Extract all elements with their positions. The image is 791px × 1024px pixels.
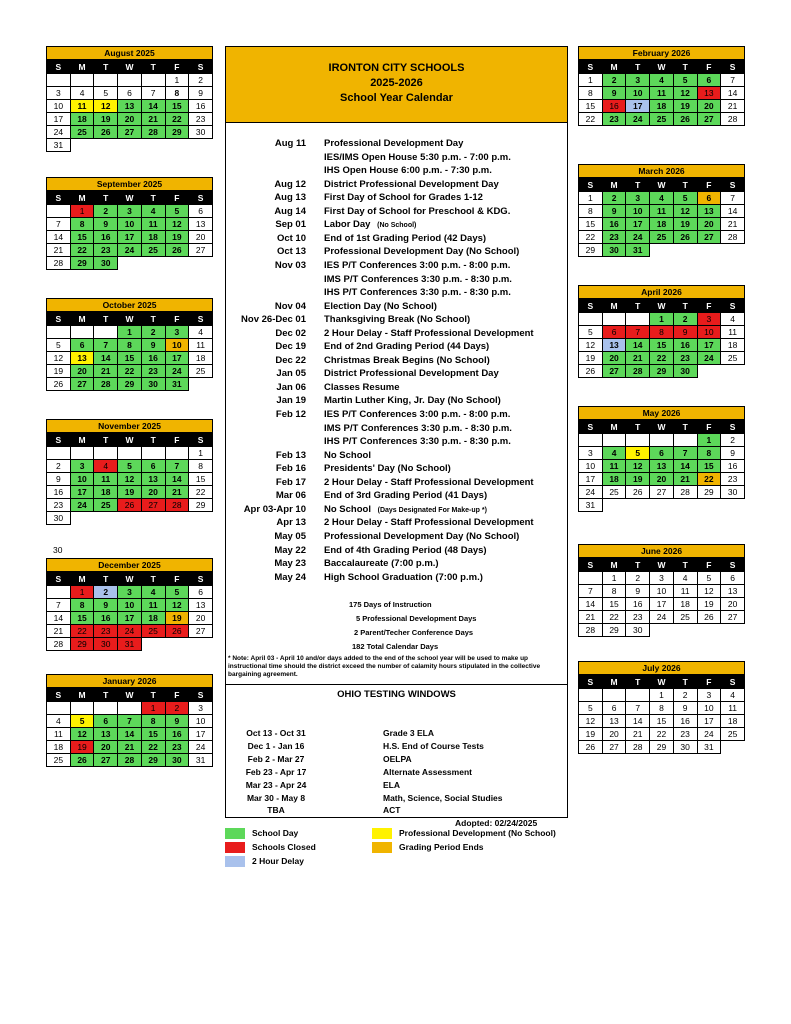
testing-dates: Mar 23 - Apr 24 [245,779,307,790]
month-title: December 2025 [46,558,213,572]
dow: T [94,313,118,326]
dow: M [70,192,94,205]
event-date: Jan 19 [276,395,306,407]
event-date: May 23 [274,558,306,570]
dow: M [70,61,94,74]
month-title: July 2026 [578,661,745,675]
calendar-nov-2025: November 2025 S M T W T F S 1 2 3 4 5 6 7 8 9 10 11 12 13 14 15 16 17 18 19 20 21 22 23 24 25 26 27 28 29 30 [46,419,213,525]
event-description: Presidents' Day (No School) [324,463,451,475]
dow: T [94,434,118,447]
dow: W [650,61,674,74]
dow: T [94,61,118,74]
dow: F [697,61,721,74]
calendar-oct-2025: October 2025 S M T W T F S 1 2 3 4 5 6 7 8 9 10 11 12 13 14 15 16 17 18 19 20 21 22 23 24 25 26 27 28 29 30 31 [46,298,213,391]
testing-dates: TBA [267,805,285,816]
calendar-dec-2025: December 2025 S M T W T F S 1 2 3 4 5 6 7 8 9 10 11 12 13 14 15 16 17 18 19 20 21 22 23 24 25 26 27 28 29 30 31 [46,558,213,651]
dow: W [118,313,142,326]
month-title: February 2026 [578,46,745,60]
event-description: 2 Hour Delay - Staff Professional Development [324,327,534,339]
event-date: Aug 13 [274,192,306,204]
event-description: Classes Resume [324,381,400,393]
dow: T [141,192,165,205]
event-date: Mar 06 [275,490,306,502]
event-date: Dec 22 [275,354,306,366]
legend-label: 2 Hour Delay [252,856,304,866]
dow: M [70,434,94,447]
event-description: No School [324,449,371,461]
events-panel [225,46,568,818]
dow: S [579,61,603,74]
dow: T [626,61,650,74]
dow: S [189,573,213,586]
event-date: Feb 13 [275,449,306,461]
legend-label: Schools Closed [252,842,316,852]
dow: M [602,421,626,434]
dow: T [141,61,165,74]
calendar-jan-2026: January 2026 S M T W T F S 1 2 3 4 5 6 7 8 9 10 11 12 13 14 15 16 17 18 19 20 21 22 23 24 25 26 27 28 29 30 31 [46,674,213,767]
dow: T [673,300,697,313]
event-date: Aug 11 [274,138,306,149]
dow: S [579,676,603,689]
dow: T [626,179,650,192]
event-date: Nov 04 [274,300,306,312]
testing-dates: Mar 30 - May 8 [246,792,306,803]
testing-dates: Feb 23 - Apr 17 [245,766,307,777]
calendar-jul-2026: July 2026 S M T W T F S 1 2 3 4 5 6 7 8 9 10 11 12 13 14 15 16 17 18 19 20 21 22 23 24 25 26 27 28 29 30 31 [578,661,745,754]
event-description: District Professional Development Day [324,368,499,380]
dow: T [673,676,697,689]
event-date: Apr 13 [276,517,306,529]
event-date: Apr 03-Apr 10 [243,503,306,515]
dow: W [650,559,674,572]
event-description: District Professional Development Day [324,178,499,190]
event-description: Martin Luther King, Jr. Day (No School) [324,395,501,407]
calendar-may-2026: May 2026 S M T W T F S 1 2 3 4 5 6 7 8 9 10 11 12 13 14 15 16 17 18 19 20 21 22 23 24 25 26 27 28 29 30 31 [578,406,745,512]
dow: W [650,179,674,192]
event-description: IES/IMS Open House 5:30 p.m. - 7:00 p.m. [324,151,511,163]
dow: M [602,300,626,313]
dow: S [47,61,71,74]
dow: W [650,421,674,434]
dow: S [721,559,745,572]
event-description: Baccalaureate (7:00 p.m.) [324,558,439,570]
dow: T [94,689,118,702]
legend-swatch [225,828,245,839]
dow: M [70,573,94,586]
dow: T [673,421,697,434]
legend-swatch [225,842,245,853]
event-description: Professional Development Day (No School) [324,530,520,542]
school-year: 2025-2026 [370,77,423,89]
testing-name: Alternate Assessment [383,766,472,777]
event-description: Labor Day [324,219,371,231]
testing-dates: Dec 1 - Jan 16 [247,740,305,751]
dow: S [579,300,603,313]
dow: F [165,61,189,74]
event-date: Sep 01 [275,219,306,231]
dow: F [165,434,189,447]
dow: W [118,192,142,205]
testing-name: H.S. End of Course Tests [383,740,484,751]
calendar-sep-2025: September 2025 S M T W T F S 1 2 3 4 5 6 7 8 9 10 11 12 13 14 15 16 17 18 19 20 21 22 23 24 25 26 27 28 29 30 [46,177,213,270]
month-title: November 2025 [46,419,213,433]
event-description: No School [324,503,371,515]
event-description: IHS Open House 6:00 p.m. - 7:30 p.m. [324,165,492,177]
event-description: First Day of School for Grades 1-12 [324,192,483,204]
dow: S [189,61,213,74]
dow: T [141,434,165,447]
dow: F [697,421,721,434]
event-date: Nov 03 [274,259,306,271]
dow: F [165,313,189,326]
dow: W [118,573,142,586]
event-date: May 05 [274,530,306,542]
dow: F [165,573,189,586]
event-description: IES P/T Conferences 3:00 p.m. - 8:00 p.m. [324,259,511,271]
dow: W [118,61,142,74]
event-date: Oct 10 [276,232,306,244]
dow: T [626,559,650,572]
dow: M [602,676,626,689]
calendar-title: School Year Calendar [340,92,453,104]
event-date: May 24 [274,571,306,583]
dow: S [721,300,745,313]
calendar-feb-2026: February 2026 S M T W T F S 1 2 3 4 5 6 7 8 9 10 11 12 13 14 15 16 17 18 19 20 21 22 23 24 25 26 27 28 [578,46,745,126]
event-date: Oct 13 [276,246,306,258]
event-description: 2 Hour Delay - Staff Professional Development [324,517,534,529]
event-description: IHS P/T Conferences 3:30 p.m. - 8:30 p.m. [324,436,511,448]
event-description: Election Day (No School) [324,300,437,312]
dow: F [165,192,189,205]
month-title: April 2026 [578,285,745,299]
dow: W [118,434,142,447]
event-description: End of 4th Grading Period (48 Days) [324,544,487,556]
testing-name: Math, Science, Social Studies [383,792,503,803]
testing-title: OHIO TESTING WINDOWS [226,684,567,700]
dow: F [697,676,721,689]
event-note: (No School) [377,222,417,230]
event-description: End of 3rd Grading Period (41 Days) [324,490,488,502]
summary-total-days: 182 Total Calendar Days [352,642,439,651]
dow: S [47,434,71,447]
event-description: Professional Development Day [324,138,464,149]
dow: T [94,573,118,586]
dow: S [47,573,71,586]
dow: S [721,421,745,434]
dow: T [626,676,650,689]
event-date: Feb 16 [275,463,306,475]
event-description: IHS P/T Conferences 3:30 p.m. - 8:30 p.m. [324,287,511,299]
dow: T [141,573,165,586]
calendar-aug-2025: August 2025 S M T W T F S 1 2 3 4 5 6 7 8 9 10 11 12 13 14 15 16 17 18 19 20 21 22 23 24 25 26 27 28 29 30 31 [46,46,213,152]
event-date: Dec 02 [275,327,306,339]
dow: T [141,313,165,326]
dow: F [697,179,721,192]
dow: S [47,689,71,702]
dow: M [602,179,626,192]
event-description: IES P/T Conferences 3:00 p.m. - 8:00 p.m. [324,409,511,420]
dow: S [189,313,213,326]
month-title: September 2025 [46,177,213,191]
testing-dates: Feb 2 - Mar 27 [247,753,305,764]
legend-label: Professional Development (No School) [399,828,556,838]
event-date: Aug 14 [274,205,306,217]
legend-swatch [372,842,392,853]
event-description: End of 1st Grading Period (42 Days) [324,232,487,244]
dow: M [70,689,94,702]
month-title: June 2026 [578,544,745,558]
dow: T [673,61,697,74]
dow: S [579,179,603,192]
legend-swatch [372,828,392,839]
dow: S [47,313,71,326]
dow: T [673,179,697,192]
dow: S [189,192,213,205]
month-title: August 2025 [46,46,213,60]
legend-label: Grading Period Ends [399,842,484,852]
legend-label: School Day [252,828,299,838]
month-title: March 2026 [578,164,745,178]
event-description: IMS P/T Conferences 3:30 p.m. - 8:30 p.m. [324,422,512,434]
dow: T [94,192,118,205]
summary-conference-days: 2 Parent/Techer Conference Days [354,628,474,637]
testing-name: Grade 3 ELA [383,728,435,738]
dow: T [673,559,697,572]
district-name: IRONTON CITY SCHOOLS [328,62,465,74]
testing-name: OELPA [383,753,412,764]
dow: W [118,689,142,702]
event-description: IMS P/T Conferences 3:30 p.m. - 8:30 p.m. [324,273,512,285]
event-date: Dec 19 [275,341,306,353]
dow: M [602,559,626,572]
dow: S [579,421,603,434]
dow: M [602,61,626,74]
makeup-note: * Note: April 03 - April 10 and/or days added to the end of the school year will be used to make up instructional time should the district exceed the number of calamity hours stipulated in the collective bargaining agreement. [228,655,541,678]
calendar-jun-2026: June 2026 S M T W T F S 1 2 3 4 5 6 7 8 9 10 11 12 13 14 15 16 17 18 19 20 21 22 23 24 25 26 27 28 29 30 [578,544,745,637]
event-description: Christmas Break Begins (No School) [324,354,490,366]
testing-name: ACT [383,805,401,816]
event-date: Jan 05 [276,368,306,380]
event-description: End of 2nd Grading Period (44 Days) [324,341,490,353]
event-description: First Day of School for Preschool & KDG. [324,205,511,217]
dow: M [70,313,94,326]
dow: S [721,61,745,74]
dow: S [721,676,745,689]
calendar-mar-2026: March 2026 S M T W T F S 1 2 3 4 5 6 7 8 9 10 11 12 13 14 15 16 17 18 19 20 21 22 23 24 25 26 27 28 29 30 31 [578,164,745,257]
event-description: Professional Development Day (No School) [324,246,520,258]
dow: T [141,689,165,702]
dow: S [47,192,71,205]
month-title: January 2026 [46,674,213,688]
dow: T [626,300,650,313]
testing-dates: Oct 13 - Oct 31 [246,728,306,738]
dow: F [697,559,721,572]
month-title: May 2026 [578,406,745,420]
event-description: Thanksgiving Break (No School) [324,314,471,326]
event-date: Jan 06 [276,381,306,393]
dow: F [165,689,189,702]
event-date: Nov 26-Dec 01 [241,314,306,326]
dow: S [721,179,745,192]
dow: S [189,689,213,702]
month-title: October 2025 [46,298,213,312]
calendar-header [226,47,567,123]
testing-name: ELA [383,779,400,790]
legend-swatch [225,856,245,867]
dow: F [697,300,721,313]
adopted-date: Adopted: 02/24/2025 [455,818,538,828]
dow: W [650,300,674,313]
stray-day-number: 30 [53,545,63,555]
event-description: High School Graduation (7:00 p.m.) [324,571,483,583]
summary-pd-days: 5 Professional Development Days [356,614,477,623]
dow: T [626,421,650,434]
dow: W [650,676,674,689]
dow: S [579,559,603,572]
event-date: Feb 12 [275,409,306,420]
calendar-apr-2026: April 2026 S M T W T F S 1 2 3 4 5 6 7 8 9 10 11 12 13 14 15 16 17 18 19 20 21 22 23 24 25 26 27 28 29 30 [578,285,745,378]
event-date: Aug 12 [274,178,306,190]
event-date: Feb 17 [275,476,306,488]
summary-instruction-days: 175 Days of Instruction [349,600,432,609]
event-note: (Days Designated For Make-up *) [377,506,487,514]
dow: S [189,434,213,447]
event-date: May 22 [274,544,306,556]
event-description: 2 Hour Delay - Staff Professional Development [324,476,534,488]
